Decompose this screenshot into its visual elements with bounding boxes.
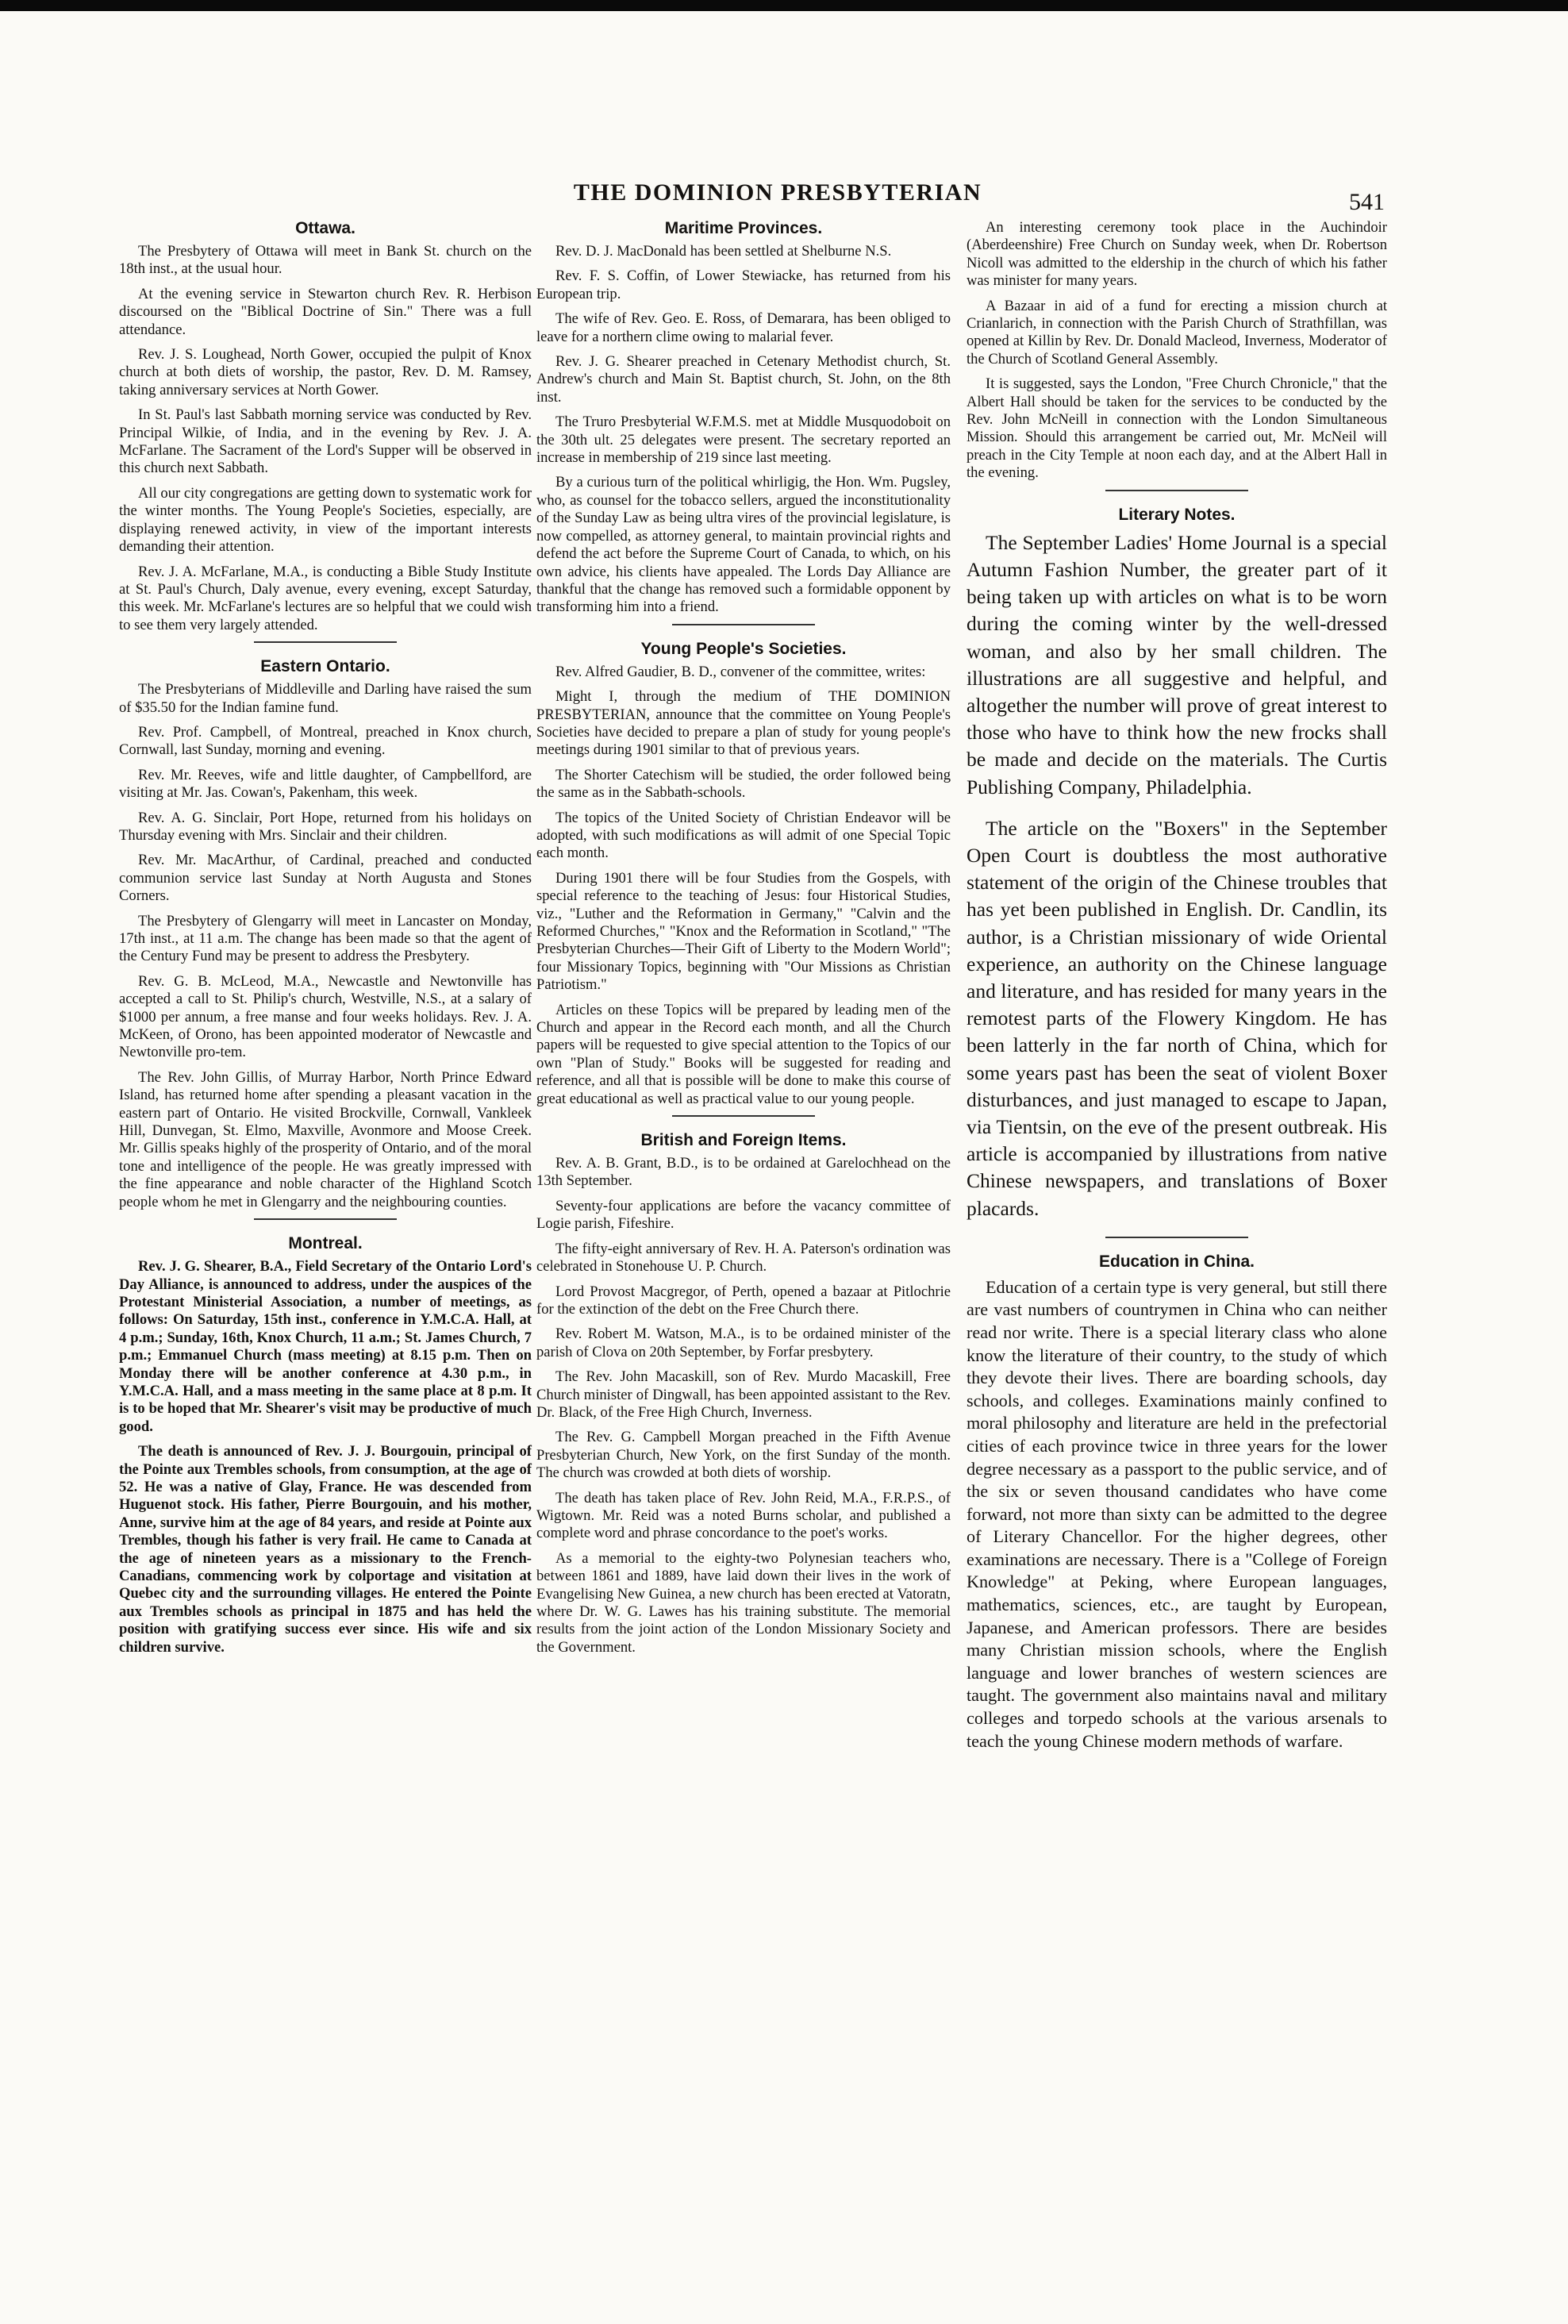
section-divider: [1105, 490, 1248, 491]
article-section: [119, 1218, 532, 1656]
section-heading: Young People's Societies.: [640, 639, 847, 658]
section-divider: [672, 624, 815, 625]
column-1: [119, 219, 532, 1664]
article-section: [967, 490, 1387, 1222]
paragraph: In St. Paul's last Sabbath morning service was conducted by Rev. Principal Wilkie, of India, and in the evening by Rev. J. A. McFarlane. The Sacrament of the Lord's Supper will be observed in this church next Sabbath.: [119, 406, 532, 477]
column-2: [536, 219, 951, 1664]
paragraph: Rev. J. G. Shearer preached in Cetenary Methodist church, St. Andrew's church and Main St. Baptist church, St. John, on the 8th inst.: [536, 353, 951, 406]
paragraph: Lord Provost Macgregor, of Perth, opened a bazaar at Pitlochrie for the extinction of the debt on the Free Church there.: [536, 1283, 951, 1318]
paragraph: The Shorter Catechism will be studied, the order followed being the same as in the Sabbath-schools.: [536, 766, 951, 802]
paragraph: Rev. Alfred Gaudier, B. D., convener of the committee, writes:: [555, 663, 926, 680]
paragraph: Rev. Robert M. Watson, M.A., is to be ordained minister of the parish of Clova on 20th September, by Forfar presbytery.: [536, 1326, 951, 1360]
article-section: [536, 624, 951, 1108]
paragraph: The death has taken place of Rev. John Reid, M.A., F.R.P.S., of Wigtown. Mr. Reid was a noted Burns scholar, and published a complete word and phrase concordance to the poet's works.: [536, 1489, 951, 1542]
paragraph: The Presbyterians of Middleville and Darling have raised the sum of $35.50 for the Indian famine fund.: [119, 681, 532, 716]
paragraph: A Bazaar in aid of a fund for erecting a mission church at Crianlarich, in connection with the Parish Church of Strathfillan, was opened at Killin by Rev. Dr. Donald Macleod, Inverness, Moderator of the Church of Scotland General Assembly.: [967, 297, 1387, 367]
section-divider: [1105, 1237, 1248, 1238]
section-heading: Education in China.: [1098, 1252, 1255, 1271]
section-heading: Ottawa.: [295, 219, 355, 237]
paragraph: The fifty-eight anniversary of Rev. H. A. Paterson's ordination was celebrated in Stonehouse U. P. Church.: [536, 1240, 951, 1276]
page-title: THE DOMINION PRESBYTERIAN: [573, 179, 982, 206]
top-border: [0, 0, 1568, 11]
article-section: [536, 1115, 951, 1656]
paragraph: Rev. G. B. McLeod, M.A., Newcastle and Newtonville has accepted a call to St. Philip's church, Westville, N.S., at a salary of $1000 per annum, a free manse and four weeks holidays. Rev. J. A. McKeen, of Orono, has been appointed moderator of Newcastle and Newtonville pro-tem.: [119, 972, 532, 1061]
paragraph: Education of a certain type is very general, but still there are vast numbers of countrymen in China who can neither read nor write. There is a special literary class who alone know the literature of their country, to the study of which they devote their lives. There are boarding schools, day schools, and colleges. Examinations mainly confined to moral philosophy and literature are held in the prefectorial cities of each province twice in three years for the lower degree necessary as a passport to the public service, and of the six or seven thousand candidates who have come forward, not more than sixty can be admitted to the degree of Literary Chancellor. For the higher degrees, other examinations are necessary. There is a "College of Foreign Knowledge" at Peking, where European languages, mathematics, sciences, etc., are taught by European, Japanese, and American professors. There are besides many Christian mission schools, where the English language and lower branches of western sciences are taught. The government also maintains naval and military colleges and torpedo schools at the various arsenals to teach the young Chinese modern methods of warfare.: [967, 1276, 1387, 1751]
paragraph: The September Ladies' Home Journal is a special Autumn Fashion Number, the greater part of it being taken up with articles on what is to be worn during the coming winter by the well-dressed woman, and also by her small children. The illustrations are all suggestive and helpful, and altogether the number will prove of great interest to those who have to think how the new frocks shall be made and decide on the materials. The Curtis Publishing Company, Philadelphia.: [967, 530, 1387, 798]
paragraph: During 1901 there will be four Studies from the Gospels, with special reference to the teaching of Jesus: four Historical Studies, viz., "Luther and the Reformation in Germany," "Calvin and the Reformed Churches," "Knox and the Reformation in Scotland," "The Presbyterian Churches—Their Gift of Liberty to the Modern World"; four Missionary Topics, beginning with "Our Missions as Christian Patriotism.": [536, 869, 951, 994]
paragraph: Rev. A. G. Sinclair, Port Hope, returned from his holidays on Thursday evening with Mrs. Sinclair and their children.: [119, 809, 532, 844]
section-heading: Montreal.: [288, 1234, 363, 1253]
article-section: [536, 219, 951, 617]
paragraph: The death is announced of Rev. J. J. Bourgouin, principal of the Pointe aux Trembles schools, from consumption, at the age of 52. He was a native of Glay, France. He was descended from Huguenot stock. His father, Pierre Bourgouin, and his mother, Anne, survive him at the age of 84 years, and reside at Pointe aux Trembles, though his father is very frail. He came to Canada at the age of nineteen years as a missionary to the French-Canadians, commencing work by colportage and visitation at Quebec city and the surrounding villages. He entered the Pointe aux Trembles schools as principal in 1875 and has held the position with gratifying success ever since. His wife and six children survive.: [119, 1443, 532, 1656]
paragraph: The topics of the United Society of Christian Endeavor will be adopted, with such modifications as will admit of one Special Topic each month.: [536, 809, 951, 862]
paragraph: As a memorial to the eighty-two Polynesian teachers who, between 1861 and 1889, have laid down their lives in the work of Evangelising New Guinea, a new church has been erected at Vatoratn, where Dr. W. G. Lawes has his training substitute. The memorial results from the joint action of the London Missionary Society and the Government.: [536, 1549, 951, 1656]
paragraph: Rev. Prof. Campbell, of Montreal, preached in Knox church, Cornwall, last Sunday, morning and evening.: [119, 723, 532, 759]
paragraph: The Truro Presbyterial W.F.M.S. met at Middle Musquodoboit on the 30th ult. 25 delegates were present. The secretary reported an increase in membership of 219 since last meeting.: [536, 414, 951, 467]
paragraph: Rev. D. J. MacDonald has been settled at Shelburne N.S.: [555, 243, 892, 260]
paragraph: Rev. J. A. McFarlane, M.A., is conducting a Bible Study Institute at St. Paul's Church, Daly avenue, every evening, except Saturday, this week. Mr. McFarlane's lectures are so helpful that we could wish to see them very largely attended.: [119, 563, 532, 633]
paragraph: Rev. J. S. Loughead, North Gower, occupied the pulpit of Knox church at both diets of worship, the pastor, Rev. D. M. Ramsey, taking anniversary services at North Gower.: [119, 346, 532, 398]
paragraph: The Rev. John Gillis, of Murray Harbor, North Prince Edward Island, has returned home after spending a pleasant vacation in the eastern part of Ontario. He visited Brockville, Cornwall, Vankleek Hill, Dunvegan, St. Elmo, Maxville, Avonmore and Moose Creek. Mr. Gillis speaks highly of the prosperity of Ontario, and of the moral tone and intelligence of the people. He was greatly impressed with the fine appearance and noble character of the Highland Scotch people whom he met in Glengarry and the neighbouring counties.: [119, 1068, 532, 1210]
section-divider: [672, 1115, 815, 1117]
paragraph: Rev. Mr. MacArthur, of Cardinal, preached and conducted communion service last Sunday at North Augusta and Stones Corners.: [119, 852, 532, 905]
paragraph: Seventy-four applications are before the vacancy committee of Logie parish, Fifeshire.: [536, 1197, 951, 1233]
section-divider: [254, 641, 397, 643]
article-section: [119, 641, 532, 1211]
article-section: [967, 219, 1387, 483]
section-heading: Maritime Provinces.: [664, 219, 823, 237]
paragraph: By a curious turn of the political whirligig, the Hon. Wm. Pugsley, who, as counsel for the tobacco sellers, argued the inconstitutionality of the Sunday Law as being ultra vires of the provincial legislature, is now compelled, as attorney general, to maintain provincial rights and defend the act before the Supreme Court of Canada, to which, on his own advice, his clients have appealed. The Lords Day Alliance are thankful that the change has removed such a formidable opponent by transforming him into a friend.: [536, 474, 951, 616]
section-divider: [254, 1218, 397, 1220]
paragraph: The Rev. G. Campbell Morgan preached in the Fifth Avenue Presbyterian Church, New York, on the first Sunday of the month. The church was crowded at both diets of worship.: [536, 1429, 951, 1482]
paragraph: The Rev. John Macaskill, son of Rev. Murdo Macaskill, Free Church minister of Dingwall, has been appointed assistant to the Rev. Dr. Black, of the Free High Church, Inverness.: [536, 1368, 951, 1421]
paragraph: The Presbytery of Glengarry will meet in Lancaster on Monday, 17th inst., at 11 a.m. The change has been made so that the agent of the Century Fund may be present to address the Presbytery.: [119, 912, 532, 965]
article-section: [119, 219, 532, 634]
paragraph: Rev. J. G. Shearer, B.A., Field Secretary of the Ontario Lord's Day Alliance, is announced to address, under the auspices of the Protestant Ministerial Association, a number of meetings, as follows: On Saturday, 15th inst., conference in Y.M.C.A. Hall, at 4 p.m.; Sunday, 16th, Knox Church, 11 a.m.; St. James Church, 7 p.m.; Emmanuel Church (mass meeting) at 8.15 p.m. Then on Monday there will be another conference at 4.30 p.m., in Y.M.C.A. Hall, and a mass meeting in the same place at 8 p.m. It is to be hoped that Mr. Shearer's visit may be productive of much good.: [119, 1258, 532, 1435]
section-heading: Eastern Ontario.: [260, 657, 390, 676]
paragraph: Rev. A. B. Grant, B.D., is to be ordained at Garelochhead on the 13th September.: [536, 1155, 951, 1190]
paragraph: Might I, through the medium of THE DOMINION PRESBYTERIAN, announce that the committee on Young People's Societies have decided to prepare a plan of study for young people's meetings during 1901 similar to that of previous years.: [536, 688, 951, 759]
paragraph: Rev. F. S. Coffin, of Lower Stewiacke, has returned from his European trip.: [536, 267, 951, 302]
article-section: [967, 1237, 1387, 1753]
paragraph: All our city congregations are getting down to systematic work for the winter months. The Young People's Societies, especially, are displaying renewed activity, in view of the important interests demanding their attention.: [119, 484, 532, 556]
page-number: 541: [1349, 189, 1385, 215]
paragraph: The wife of Rev. Geo. E. Ross, of Demarara, has been obliged to leave for a northern clime owing to malarial fever.: [536, 310, 951, 345]
paragraph: The article on the "Boxers" in the September Open Court is doubtless the most authorative statement of the origin of the Chinese troubles that has yet been published in English. Dr. Candlin, its author, is a Christian missionary of wide Oriental experience, an authority on the Chinese language and literature, and has resided for many years in the remotest parts of the Flowery Kingdom. He has been latterly in the far north of China, which for some years past has been the seat of violent Boxer disturbances, and just managed to escape to Japan, via Tientsin, on the eve of the present outbreak. His article is accompanied by illustrations from native Chinese newspapers, and translations of Boxer placards.: [967, 816, 1387, 1220]
section-heading: Literary Notes.: [1118, 505, 1236, 524]
column-3: [967, 219, 1387, 1762]
paragraph: Rev. Mr. Reeves, wife and little daughter, of Campbellford, are visiting at Mr. Jas. Cowan's, Pakenham, this week.: [119, 766, 532, 802]
paragraph: Articles on these Topics will be prepared by leading men of the Church and appear in the Record each month, and all the Church papers will be requested to give special attention to the Topics of our own "Plan of Study." Books will be suggested for reading and reference, and all that is possible will be done to make this course of great educational as well as practical value to our young people.: [536, 1001, 951, 1107]
paragraph: It is suggested, says the London, "Free Church Chronicle," that the Albert Hall should be taken for the services to be conducted by the Rev. John McNeill in connection with the London Simultaneous Mission. Should this arrangement be carried out, Mr. McNeil will preach in the City Temple at noon each day, and at the Albert Hall in the evening.: [967, 375, 1387, 482]
section-heading: British and Foreign Items.: [640, 1131, 847, 1150]
paragraph: An interesting ceremony took place in the Auchindoir (Aberdeenshire) Free Church on Sunday week, when Dr. Robertson Nicoll was admitted to the eldership in the church of which his father was minister for many years.: [967, 219, 1387, 290]
paragraph: The Presbytery of Ottawa will meet in Bank St. church on the 18th inst., at the usual hour.: [119, 243, 532, 278]
paragraph: At the evening service in Stewarton church Rev. R. Herbison discoursed on the "Biblical Doctrine of Sin." There was a full attendance.: [119, 285, 532, 338]
